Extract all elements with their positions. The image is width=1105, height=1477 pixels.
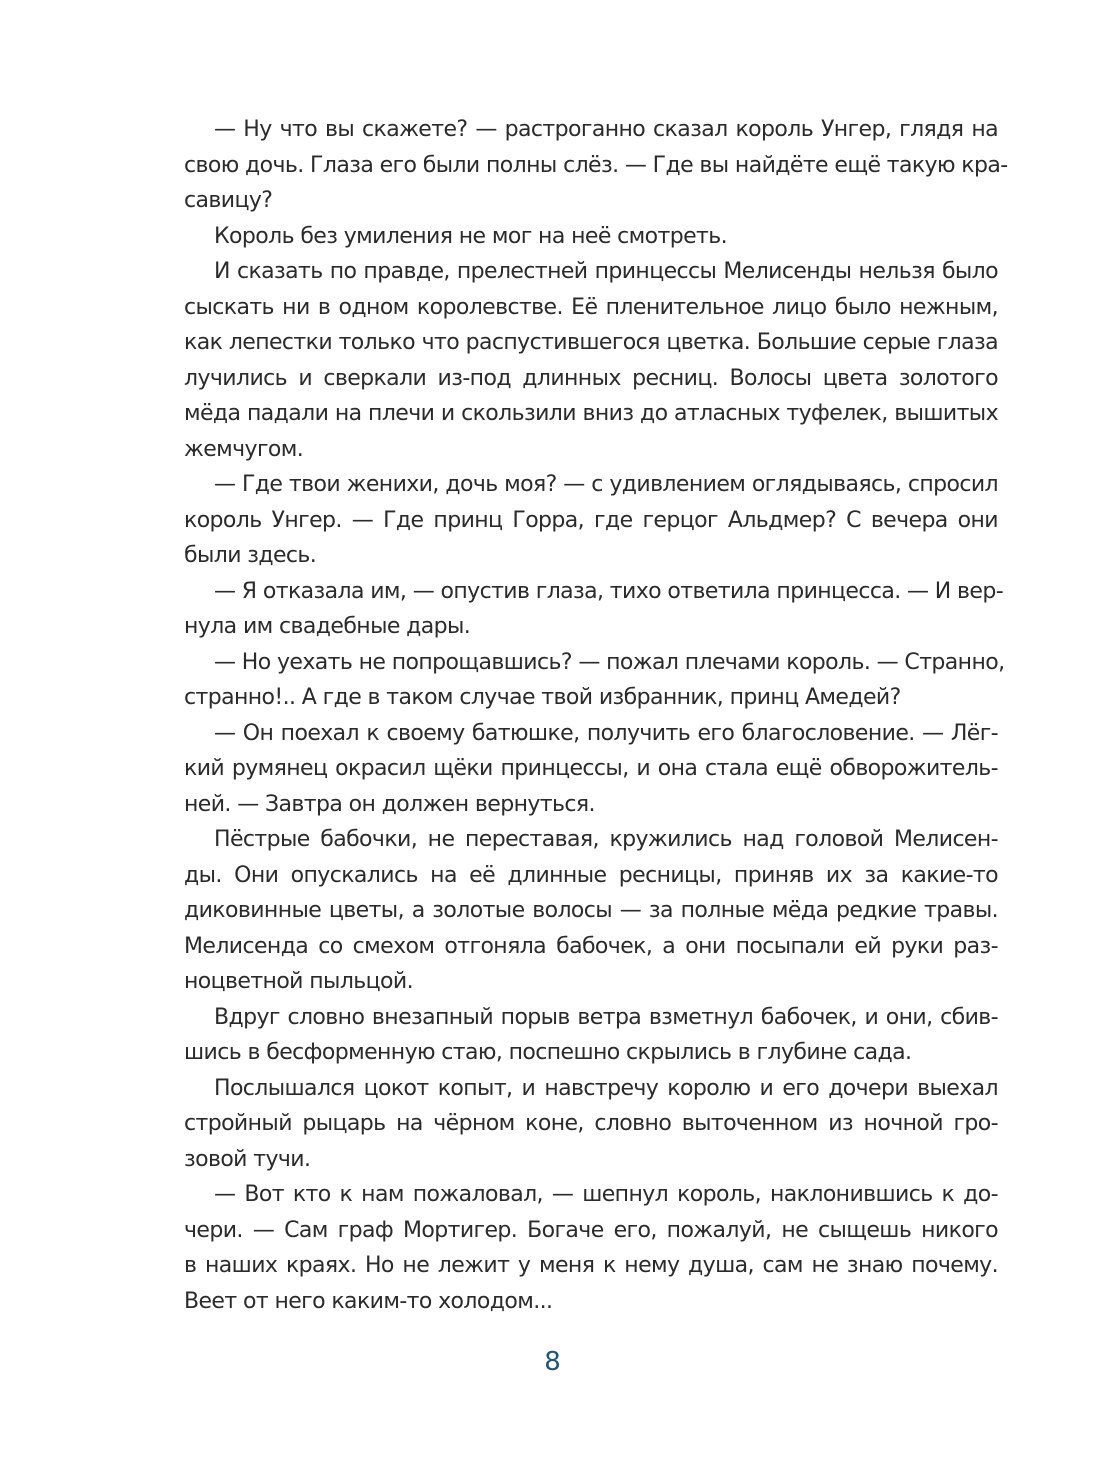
text-line: шись в бесформенную стаю, поспешно скрылись в глубине сада.: [184, 1040, 912, 1065]
text-line: в наших краях. Но не лежит у меня к нему душа, сам не знаю почему.: [184, 1253, 998, 1278]
text-line: кий румянец окрасил щёки принцессы, и она стала ещё обворожитель-: [184, 756, 998, 781]
text-line: диковинные цветы, а золотые волосы — за полные мёда редкие травы.: [184, 898, 998, 923]
text-line: лучились и сверкали из-под длинных ресниц. Волосы цвета золотого: [184, 365, 998, 391]
text-line: жемчугом.: [184, 436, 304, 462]
text-line: были здесь.: [184, 543, 317, 568]
text-line: Мелисенда со смехом отгоняла бабочек, а они посыпали ей руки раз-: [184, 933, 998, 959]
text-line: странно!.. А где в таком случае твой избранник, принц Амедей?: [184, 685, 901, 710]
text-line: свою дочь. Глаза его были полны слёз. — Где вы найдёте ещё такую кра-: [184, 152, 1008, 178]
text-line: мёда падали на плечи и скользили вниз до атласных туфелек, вышитых: [184, 401, 998, 426]
text-line: Пёстрые бабочки, не переставая, кружились над головой Мелисен-: [214, 827, 998, 852]
text-line: — Вот кто к нам пожаловал, — шепнул король, наклонившись к до-: [214, 1182, 998, 1207]
text-line: — Ну что вы скажете? — растроганно сказал король Унгер, глядя на: [214, 117, 998, 142]
text-line: — Я отказала им, — опустив глаза, тихо ответила принцесса. — И вер-: [214, 578, 1004, 604]
text-line: зовой тучи.: [184, 1146, 311, 1172]
text-line: ней. — Завтра он должен вернуться.: [184, 791, 595, 817]
page-text: [184, 112, 1008, 1319]
text-line: — Он поехал к своему батюшке, получить его благословение. — Лёг-: [214, 720, 998, 746]
text-line: Послышался цокот копыт, и навстречу королю и его дочери выехал: [214, 1075, 998, 1101]
text-line: стройный рыцарь на чёрном коне, словно выточенном из ночной гро-: [184, 1111, 998, 1136]
text-line: король Унгер. — Где принц Горра, где герцог Альдмер? С вечера они: [184, 507, 998, 533]
page-number: 8: [544, 1347, 561, 1377]
text-line: Веет от него каким-то холодом...: [184, 1288, 553, 1314]
text-line: нула им свадебные дары.: [184, 614, 471, 639]
text-line: чери. — Сам граф Мортигер. Богаче его, пожалуй, не сыщешь никого: [184, 1217, 998, 1243]
text-line: И сказать по правде, прелестней принцессы Мелисенды нельзя было: [214, 259, 998, 284]
text-line: — Но уехать не попрощавшись? — пожал плечами король. — Странно,: [214, 649, 1005, 675]
text-line: сыскать ни в одном королевстве. Её пленительное лицо было нежным,: [184, 294, 998, 320]
text-line: Вдруг словно внезапный порыв ветра взметнул бабочек, и они, сбив-: [214, 1004, 998, 1030]
text-line: — Где твои женихи, дочь моя? — с удивлением оглядываясь, спросил: [214, 472, 998, 497]
text-line: ды. Они опускались на её длинные ресницы, приняв их за какие-то: [184, 862, 998, 888]
text-line: савицу?: [184, 188, 273, 213]
text-line: ноцветной пыльцой.: [184, 969, 413, 994]
text-line: как лепестки только что распустившегося цветка. Большие серые глаза: [184, 330, 998, 355]
text-line: Король без умиления не мог на неё смотреть.: [214, 223, 728, 249]
